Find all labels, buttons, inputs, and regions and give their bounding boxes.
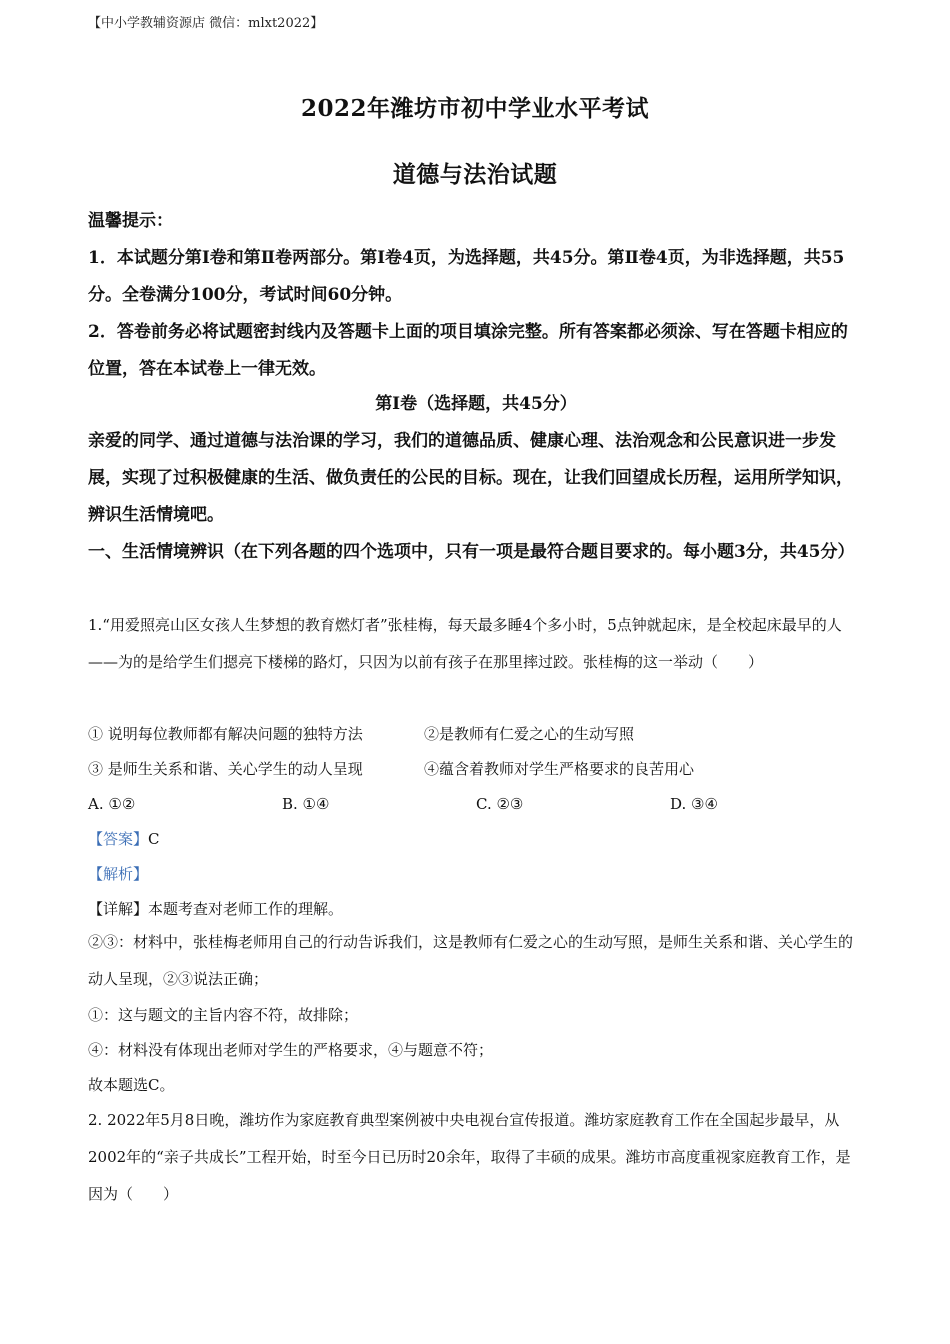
q1-explanation-2: ①：这与题文的主旨内容不符，故排除；	[88, 1006, 359, 1024]
q1-explanation-4: 故本题选C。	[88, 1076, 175, 1094]
q1-detail: 【详解】本题考查对老师工作的理解。	[88, 900, 344, 918]
q1-option-b: B. ①④	[282, 795, 330, 813]
section-heading: 第Ⅰ卷（选择题，共45分）	[375, 394, 577, 414]
q1-option-d: D. ③④	[670, 795, 718, 813]
q1-answer	[88, 828, 160, 850]
section-intro: 亲爱的同学、通过道德与法治课的学习，我们的道德品质、健康心理、法治观念和公民意识进一步发展，实现了过积极健康的生活、做负责任的公民的目标。现在，让我们回望成长历程，运用所学知识，辨识生活情境吧。	[88, 431, 853, 525]
header-note: 【中小学教辅资源店 微信：mlxt2022】	[88, 16, 324, 31]
answer-value: C	[148, 830, 160, 848]
tips-item-2: 2．答卷前务必将试题密封线内及答题卡上面的项目填涂完整。所有答案都必须涂、写在答题卡相应的位置，答在本试卷上一律无效。	[88, 322, 848, 379]
answer-label: 【答案】	[88, 830, 149, 848]
q2-stem: 2. 2022年5月8日晚，潍坊作为家庭教育典型案例被中央电视台宣传报道。潍坊家庭教育工作在全国起步最早，从2002年的“亲子共成长”工程开始，时至今日已历时20余年，取得了丰硕的成果。潍坊市高度重视家庭教育工作，是因为（ ）	[88, 1111, 851, 1203]
q1-statement-4: ④蕴含着教师对学生严格要求的良苦用心	[424, 760, 695, 778]
q1-option-a: A. ①②	[88, 795, 136, 813]
q1-statement-2: ②是教师有仁爱之心的生动写照	[424, 725, 635, 743]
part-heading: 一、生活情境辨识（在下列各题的四个选项中，只有一项是最符合题目要求的。每小题3分，共45分）	[88, 542, 855, 562]
exam-title: 2022年潍坊市初中学业水平考试	[300, 95, 649, 122]
q1-statement-1: ① 说明每位教师都有解决问题的独特方法	[88, 725, 363, 743]
q1-option-c: C. ②③	[476, 795, 524, 813]
exam-subject-title: 道德与法治试题	[392, 161, 558, 188]
tips-item-1: 1．本试题分第Ⅰ卷和第Ⅱ卷两部分。第Ⅰ卷4页，为选择题，共45分。第Ⅱ卷4页，为非选择题，共55分。全卷满分100分，考试时间60分钟。	[88, 248, 845, 305]
q1-stem: 1.“用爱照亮山区女孩人生梦想的教育燃灯者”张桂梅，每天最多睡4个多小时，5点钟就起床，是全校起床最早的人——为的是给学生们摁亮下楼梯的路灯，只因为以前有孩子在那里摔过跤。张桂梅的这一举动（ ）	[88, 616, 842, 671]
q1-explanation-3: ④：材料没有体现出老师对学生的严格要求，④与题意不符；	[88, 1041, 494, 1059]
q1-statement-3: ③ 是师生关系和谐、关心学生的动人呈现	[88, 760, 363, 778]
tips-label: 温馨提示：	[88, 211, 173, 231]
analysis-label: 【解析】	[88, 865, 149, 883]
q1-explanation-1: ②③：材料中，张桂梅老师用自己的行动告诉我们，这是教师有仁爱之心的生动写照，是师生关系和谐、关心学生的动人呈现，②③说法正确；	[88, 933, 854, 988]
